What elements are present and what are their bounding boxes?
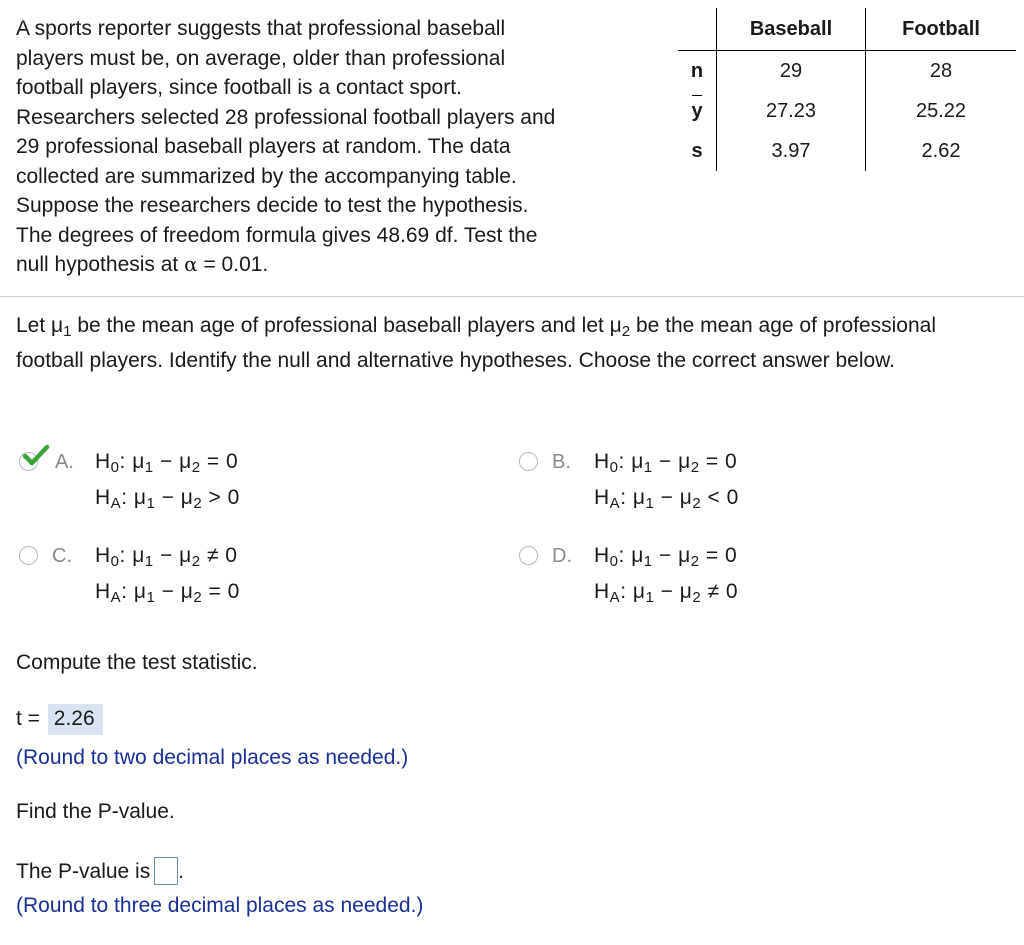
question-text: Let xyxy=(16,314,52,337)
pvalue-label: The P-value is xyxy=(16,860,151,883)
relation: > 0 xyxy=(208,486,240,509)
h-letter: H xyxy=(594,486,610,509)
mu-symbol: μ xyxy=(179,544,192,567)
problem-line: collected are summarized by the accompanying table. xyxy=(16,164,517,188)
subscript: 0 xyxy=(110,553,120,570)
minus: − xyxy=(155,580,181,603)
option-letter: A. xyxy=(55,451,74,473)
null-hypothesis xyxy=(594,444,739,480)
colon: : xyxy=(618,544,632,567)
problem-line: The degrees of freedom formula gives 48.69 df. Test the xyxy=(16,223,538,247)
pvalue-input[interactable] xyxy=(154,857,178,885)
column-header-baseball: Baseball xyxy=(717,8,866,51)
subscript: 1 xyxy=(643,553,653,570)
problem-statement xyxy=(16,14,656,280)
colon: : xyxy=(620,486,633,509)
mu-symbol: μ xyxy=(631,544,644,567)
ybar-symbol: y xyxy=(691,99,703,122)
relation: = 0 xyxy=(705,450,738,473)
mu-symbol: μ xyxy=(179,450,192,473)
subscript: 1 xyxy=(643,459,653,476)
hypotheses-a xyxy=(95,444,240,516)
null-hypothesis xyxy=(95,538,240,574)
option-letter: C. xyxy=(52,545,72,567)
minus: − xyxy=(155,486,181,509)
subscript: 1 xyxy=(144,459,154,476)
section-divider xyxy=(0,296,1024,297)
mu-symbol: μ xyxy=(678,450,691,473)
relation: < 0 xyxy=(707,486,739,509)
pvalue-hint: (Round to three decimal places as needed.) xyxy=(16,894,424,917)
alpha-symbol: α xyxy=(184,252,198,276)
test-stat-hint: (Round to two decimal places as needed.) xyxy=(16,746,409,769)
table-row xyxy=(678,91,1016,131)
subscript: 2 xyxy=(690,553,700,570)
subscript: 2 xyxy=(191,553,201,570)
minus: − xyxy=(652,450,679,473)
table-cell: 3.97 xyxy=(717,131,866,171)
pvalue-prompt: Find the P-value. xyxy=(16,800,175,823)
problem-line: Researchers selected 28 professional football players and xyxy=(16,105,556,129)
subscript: 1 xyxy=(144,553,154,570)
hypotheses-c xyxy=(95,538,240,610)
alt-hypothesis xyxy=(594,480,739,516)
subscript: A xyxy=(110,589,122,606)
subscript: 2 xyxy=(692,495,702,512)
subscript: 0 xyxy=(609,459,619,476)
subscript: 0 xyxy=(110,459,120,476)
test-stat-answer[interactable]: 2.26 xyxy=(48,704,103,735)
h-letter: H xyxy=(95,486,111,509)
subscript: 2 xyxy=(193,589,203,606)
option-letter: D. xyxy=(552,545,572,567)
problem-line: A sports reporter suggests that professional baseball xyxy=(16,17,506,40)
alt-hypothesis xyxy=(95,574,240,610)
row-label-s: s xyxy=(678,131,717,171)
table-cell: 27.23 xyxy=(717,91,866,131)
null-hypothesis xyxy=(95,444,240,480)
relation: ≠ 0 xyxy=(707,580,739,603)
table-cell: 29 xyxy=(717,51,866,92)
colon: : xyxy=(121,486,134,509)
null-hypothesis xyxy=(594,538,738,574)
hypothesis-question xyxy=(16,308,1006,378)
summary-table xyxy=(678,8,1016,171)
minus: − xyxy=(654,486,680,509)
alt-hypothesis xyxy=(95,480,240,516)
mu-symbol: μ xyxy=(133,580,147,603)
table-corner xyxy=(678,8,717,51)
test-stat-row xyxy=(16,704,103,735)
question-text: be the mean age of professional baseball players and let xyxy=(71,314,610,337)
mu-symbol: μ xyxy=(133,486,147,509)
subscript: A xyxy=(110,495,122,512)
minus: − xyxy=(652,544,679,567)
problem-line: 29 professional baseball players at random. The data xyxy=(16,135,511,158)
radio-option-d[interactable] xyxy=(519,546,538,565)
subscript: 1 xyxy=(146,589,156,606)
table-row xyxy=(678,131,1016,171)
h-letter: H xyxy=(95,450,111,473)
mu-symbol: μ xyxy=(631,450,644,473)
mu-symbol: μ xyxy=(632,486,646,509)
relation: = 0 xyxy=(206,450,239,473)
table-cell: 2.62 xyxy=(921,139,961,162)
mu-symbol: μ xyxy=(132,450,145,473)
hypotheses-d xyxy=(594,538,738,610)
subscript: 2 xyxy=(621,323,631,340)
subscript: 0 xyxy=(609,553,619,570)
minus: − xyxy=(654,580,680,603)
radio-option-b[interactable] xyxy=(519,452,538,471)
relation: = 0 xyxy=(705,544,738,567)
subscript: 2 xyxy=(191,459,201,476)
question-text: be the mean age of professional football players. Identify the null and alternative hypotheses. Choose the correct answer below. xyxy=(16,314,936,372)
table-row xyxy=(678,51,1016,92)
subscript: 2 xyxy=(193,495,203,512)
h-letter: H xyxy=(95,544,111,567)
colon: : xyxy=(121,580,134,603)
mu-symbol: μ xyxy=(679,486,693,509)
colon: : xyxy=(620,580,633,603)
mu-symbol: μ xyxy=(180,580,194,603)
table-cell: 28 xyxy=(929,59,953,82)
pvalue-row xyxy=(16,857,184,885)
column-header-football: Football xyxy=(866,8,1017,51)
subscript: 1 xyxy=(645,495,655,512)
mu-symbol: μ xyxy=(678,544,691,567)
subscript: 1 xyxy=(645,589,655,606)
relation: ≠ 0 xyxy=(206,544,238,567)
table-cell: 25.22 xyxy=(915,99,967,122)
h-letter: H xyxy=(95,580,111,603)
mu-symbol: μ xyxy=(180,486,194,509)
mu-symbol: μ xyxy=(679,580,693,603)
test-stat-prompt: Compute the test statistic. xyxy=(16,651,258,674)
h-letter: H xyxy=(594,544,610,567)
alpha-value: = 0.01. xyxy=(197,253,269,276)
row-label-ybar xyxy=(678,91,717,131)
mu-symbol: μ xyxy=(132,544,145,567)
mu-symbol: μ xyxy=(609,314,622,337)
subscript: 1 xyxy=(146,495,156,512)
radio-option-c[interactable] xyxy=(19,546,38,565)
subscript: 1 xyxy=(63,323,72,340)
test-stat-label: t = xyxy=(16,707,46,730)
hypotheses-b xyxy=(594,444,739,516)
problem-line-prefix: null hypothesis at xyxy=(16,253,185,276)
colon: : xyxy=(119,544,133,567)
subscript: 2 xyxy=(692,589,702,606)
row-label-n: n xyxy=(678,51,717,92)
h-letter: H xyxy=(594,580,610,603)
alt-hypothesis xyxy=(594,574,738,610)
checkmark-icon xyxy=(22,444,50,468)
subscript: A xyxy=(609,589,621,606)
problem-line xyxy=(16,250,656,280)
colon: : xyxy=(618,450,632,473)
minus: − xyxy=(153,450,180,473)
minus: − xyxy=(153,544,180,567)
pvalue-suffix: . xyxy=(178,860,185,883)
problem-line: players must be, on average, older than professional xyxy=(16,46,506,70)
mu-symbol: μ xyxy=(632,580,646,603)
subscript: A xyxy=(609,495,621,512)
problem-line: football players, since football is a contact sport. xyxy=(16,76,462,99)
relation: = 0 xyxy=(208,580,240,603)
h-letter: H xyxy=(594,450,610,473)
colon: : xyxy=(119,450,133,473)
subscript: 2 xyxy=(690,459,700,476)
option-letter: B. xyxy=(552,451,571,473)
mu-symbol: μ xyxy=(51,314,64,337)
problem-line: Suppose the researchers decide to test the hypothesis. xyxy=(16,194,529,217)
